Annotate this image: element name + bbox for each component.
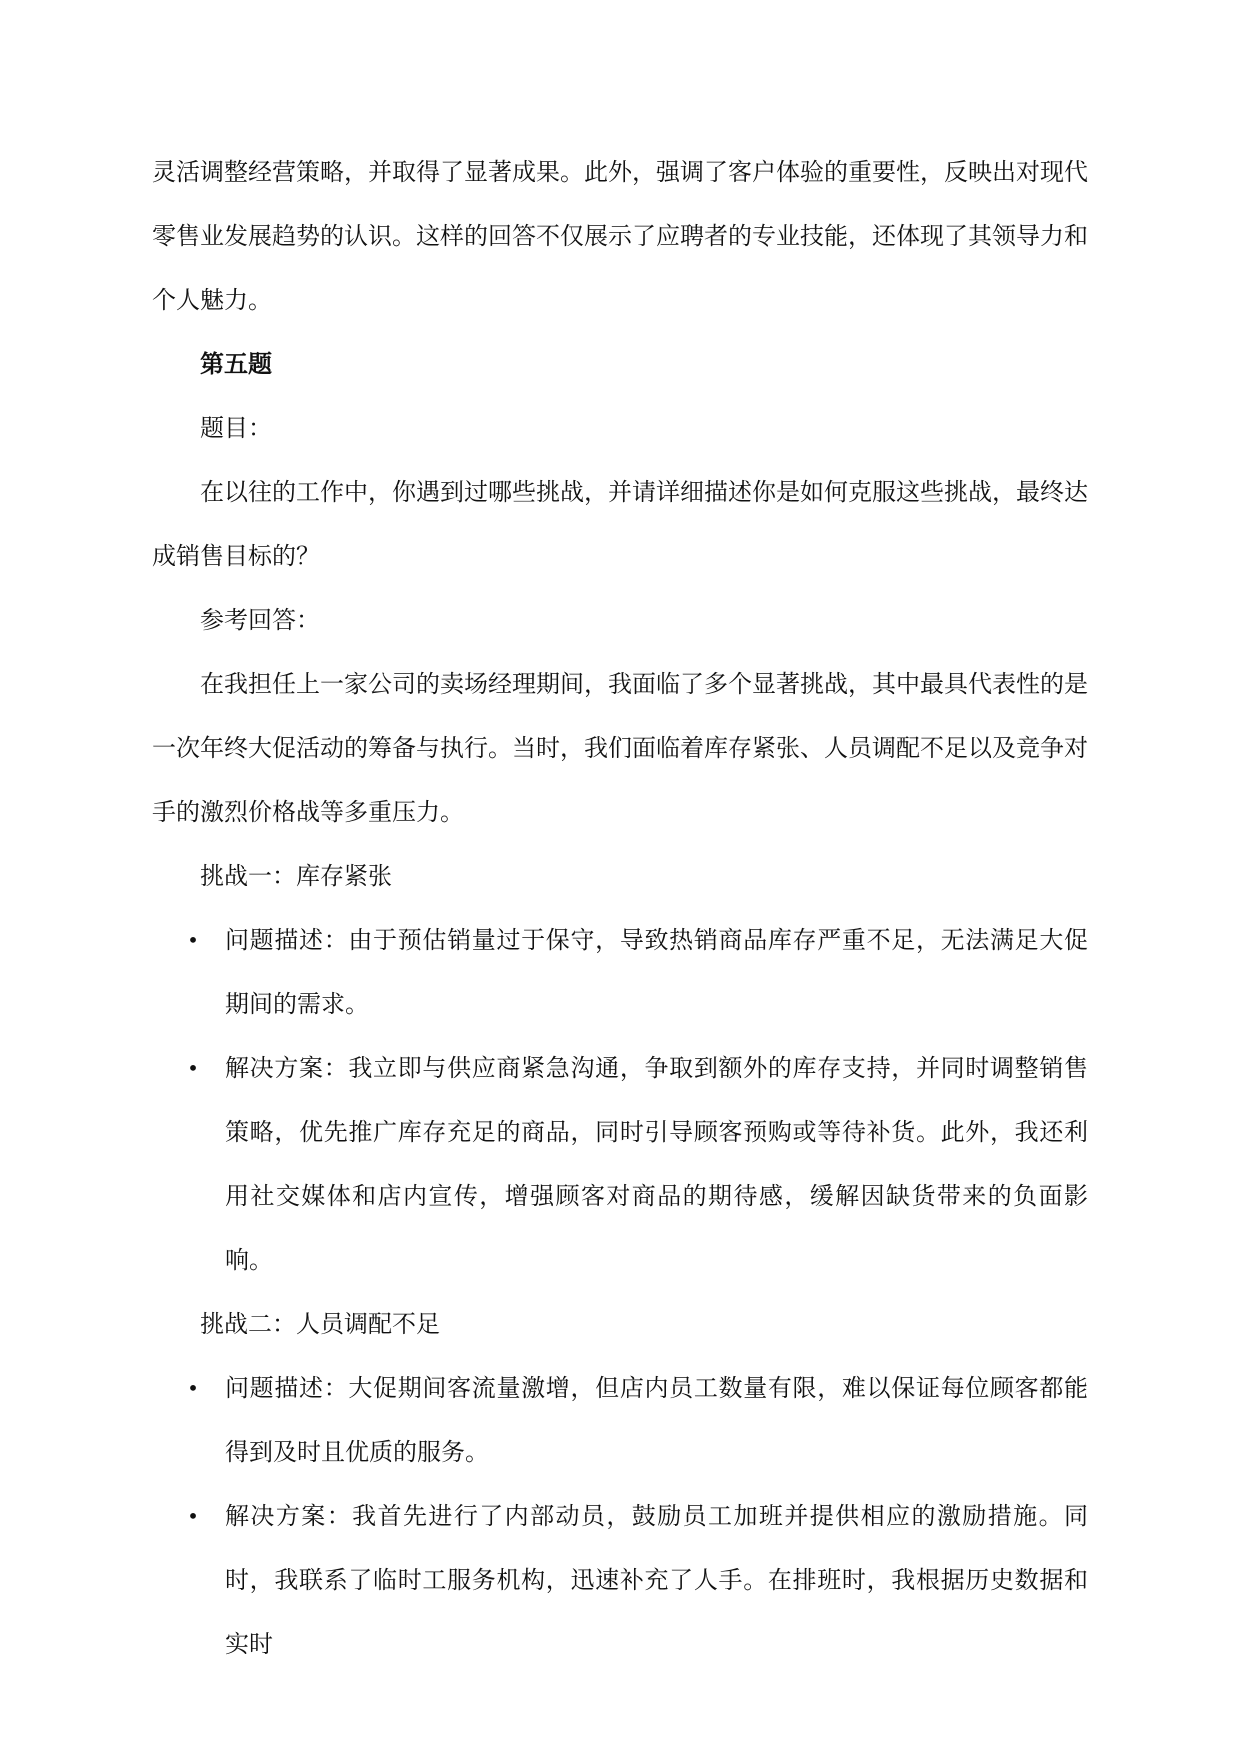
bullet-icon: • — [187, 1056, 199, 1080]
challenge-1-list — [152, 908, 1088, 1292]
list-item-text: 解决方案：我首先进行了内部动员，鼓励员工加班并提供相应的激励措施。同时，我联系了临时工服务机构，迅速补充了人手。在排班时，我根据历史数据和实时 — [225, 1502, 1088, 1658]
list-item-text: 问题描述：大促期间客流量激增，但店内员工数量有限，难以保证每位顾客都能得到及时且优质的服务。 — [225, 1374, 1088, 1466]
list-item-text: 解决方案：我立即与供应商紧急沟通，争取到额外的库存支持，并同时调整销售策略，优先推广库存充足的商品，同时引导顾客预购或等待补货。此外，我还利用社交媒体和店内宣传，增强顾客对商品的期待感，缓解因缺货带来的负面影响。 — [225, 1054, 1088, 1274]
list-item — [152, 1356, 1088, 1484]
bullet-icon: • — [187, 928, 199, 952]
document-body — [152, 140, 1088, 1676]
bullet-icon: • — [187, 1504, 199, 1528]
bullet-icon: • — [187, 1376, 199, 1400]
list-item — [152, 908, 1088, 1036]
intro-paragraph: 灵活调整经营策略，并取得了显著成果。此外，强调了客户体验的重要性，反映出对现代零售业发展趋势的认识。这样的回答不仅展示了应聘者的专业技能，还体现了其领导力和个人魅力。 — [152, 158, 1088, 314]
section-title: 第五题 — [200, 349, 272, 378]
challenge-1-title: 挑战一：库存紧张 — [200, 862, 392, 890]
answer-label: 参考回答： — [200, 606, 320, 634]
challenge-2-title: 挑战二：人员调配不足 — [200, 1310, 440, 1338]
list-item — [152, 1484, 1088, 1676]
list-item-text: 问题描述：由于预估销量过于保守，导致热销商品库存严重不足，无法满足大促期间的需求。 — [225, 926, 1088, 1018]
challenge-2-list — [152, 1356, 1088, 1676]
answer-intro: 在我担任上一家公司的卖场经理期间，我面临了多个显著挑战，其中最具代表性的是一次年终大促活动的筹备与执行。当时，我们面临着库存紧张、人员调配不足以及竞争对手的激烈价格战等多重压力。 — [152, 670, 1088, 826]
list-item — [152, 1036, 1088, 1292]
question-text: 在以往的工作中，你遇到过哪些挑战，并请详细描述你是如何克服这些挑战，最终达成销售目标的？ — [152, 478, 1088, 570]
question-label: 题目： — [200, 414, 272, 442]
